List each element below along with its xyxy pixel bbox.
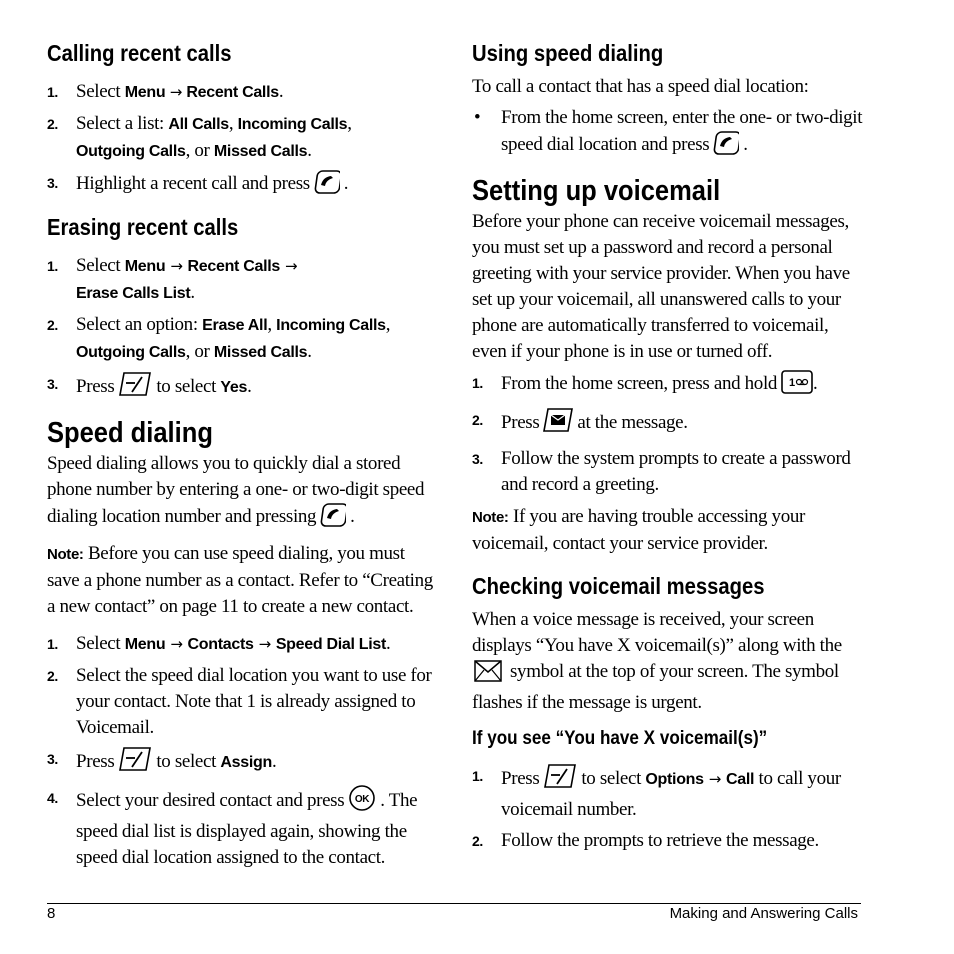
list-item: 3. Press to select Yes. [47, 371, 435, 405]
list-item: 3. Follow the system prompts to create a password and record a greeting. [472, 448, 851, 495]
heading-calling-recent-calls: Calling recent calls [47, 40, 232, 66]
list-item: 2. Press at the message. [472, 407, 864, 441]
checking-voicemail-text: When a voice message is received, your screen displays “You have X voicemail(s)” along with the symbol at the top of your screen. The symbol flashes if the message is urgent. [472, 609, 842, 713]
right-column [472, 38, 864, 854]
page-number: 8 [47, 905, 56, 922]
chapter-title: Making and Answering Calls [669, 905, 858, 922]
softkey-icon [118, 746, 152, 780]
list-item: 1. Press to select Options → Call to call your voicemail number. [472, 763, 864, 823]
list-item: 2. Select an option: Erase All, Incoming Calls, Outgoing Calls, or Missed Calls. [47, 314, 391, 362]
footer-rule [47, 903, 861, 904]
list-item: 2. Select the speed dial location you want to use for your contact. Note that 1 is already assigned to Voicemail. [47, 665, 432, 738]
list-item: 3. Press to select Assign. [47, 746, 435, 780]
ok-key-icon [348, 785, 376, 819]
heading-erasing-recent-calls: Erasing recent calls [47, 214, 239, 240]
send-key-icon [314, 170, 340, 202]
list-item: • From the home screen, enter the one- or two-digit speed dial location and press . [472, 105, 864, 163]
list-item: 1. Select Menu → Recent Calls → Erase Calls List. [47, 255, 298, 303]
speed-dialing-steps [47, 631, 435, 871]
calling-recent-steps [47, 79, 435, 202]
if-you-see-steps [472, 763, 864, 854]
voicemail-note: Note: If you are having trouble accessing your voicemail, contact your service provider. [472, 506, 805, 554]
send-key-icon [320, 503, 346, 535]
list-item: 4. Select your desired contact and press OK . The speed dial list is displayed again, showing the speed dial location assigned to the contact. [47, 785, 435, 871]
list-item: 1. From the home screen, press and hold 1 . [472, 370, 864, 402]
recent-calls-label: Recent Calls [186, 84, 279, 101]
list-item: 2. Follow the prompts to retrieve the message. [472, 830, 819, 851]
using-speed-bullets [472, 105, 864, 163]
using-speed-intro: To call a contact that has a speed dial location: [472, 76, 809, 97]
envelope-icon [474, 660, 502, 690]
heading-speed-dialing: Speed dialing [47, 417, 213, 449]
voicemail-steps [472, 370, 864, 498]
speed-dialing-note: Note: Before you can use speed dialing, you must save a phone number as a contact. Refer to “Creating a new contact” on page 11 to create a new contact. [47, 543, 433, 617]
send-key-icon [713, 131, 739, 163]
voicemail-key-icon [781, 370, 813, 402]
list-item: 1. Select Menu → Contacts → Speed Dial List. [47, 633, 391, 654]
voicemail-intro: Before your phone can receive voicemail messages, you must set up a password and record a personal greeting with your service provider. When you have set up your voicemail, all unanswered calls to your phone are automatically transferred to voicemail, even if your phone is in use or turned off. [472, 211, 850, 362]
svg-text:OK: OK [355, 794, 370, 805]
erasing-recent-steps [47, 253, 435, 405]
left-column [47, 38, 435, 871]
heading-using-speed-dialing: Using speed dialing [472, 40, 664, 66]
speed-dialing-intro: Speed dialing allows you to quickly dial a stored phone number by entering a one- or two-digit speed dialing location number and pressing . [47, 451, 435, 535]
menu-label: Menu [124, 84, 166, 101]
list-item: 3. Highlight a recent call and press . [47, 170, 435, 202]
list-item: 1. Select Menu → Recent Calls. [47, 81, 284, 102]
heading-if-you-see: If you see “You have X voicemail(s)” [472, 728, 768, 749]
svg-text:1: 1 [789, 377, 795, 389]
softkey-icon [543, 763, 577, 797]
list-item: 2. Select a list: All Calls, Incoming Calls, Outgoing Calls, or Missed Calls. [47, 113, 352, 161]
softkey-icon [118, 371, 152, 405]
heading-checking-voicemail: Checking voicemail messages [472, 573, 765, 599]
heading-setting-up-voicemail: Setting up voicemail [472, 175, 721, 207]
envelope-key-icon [543, 407, 573, 441]
